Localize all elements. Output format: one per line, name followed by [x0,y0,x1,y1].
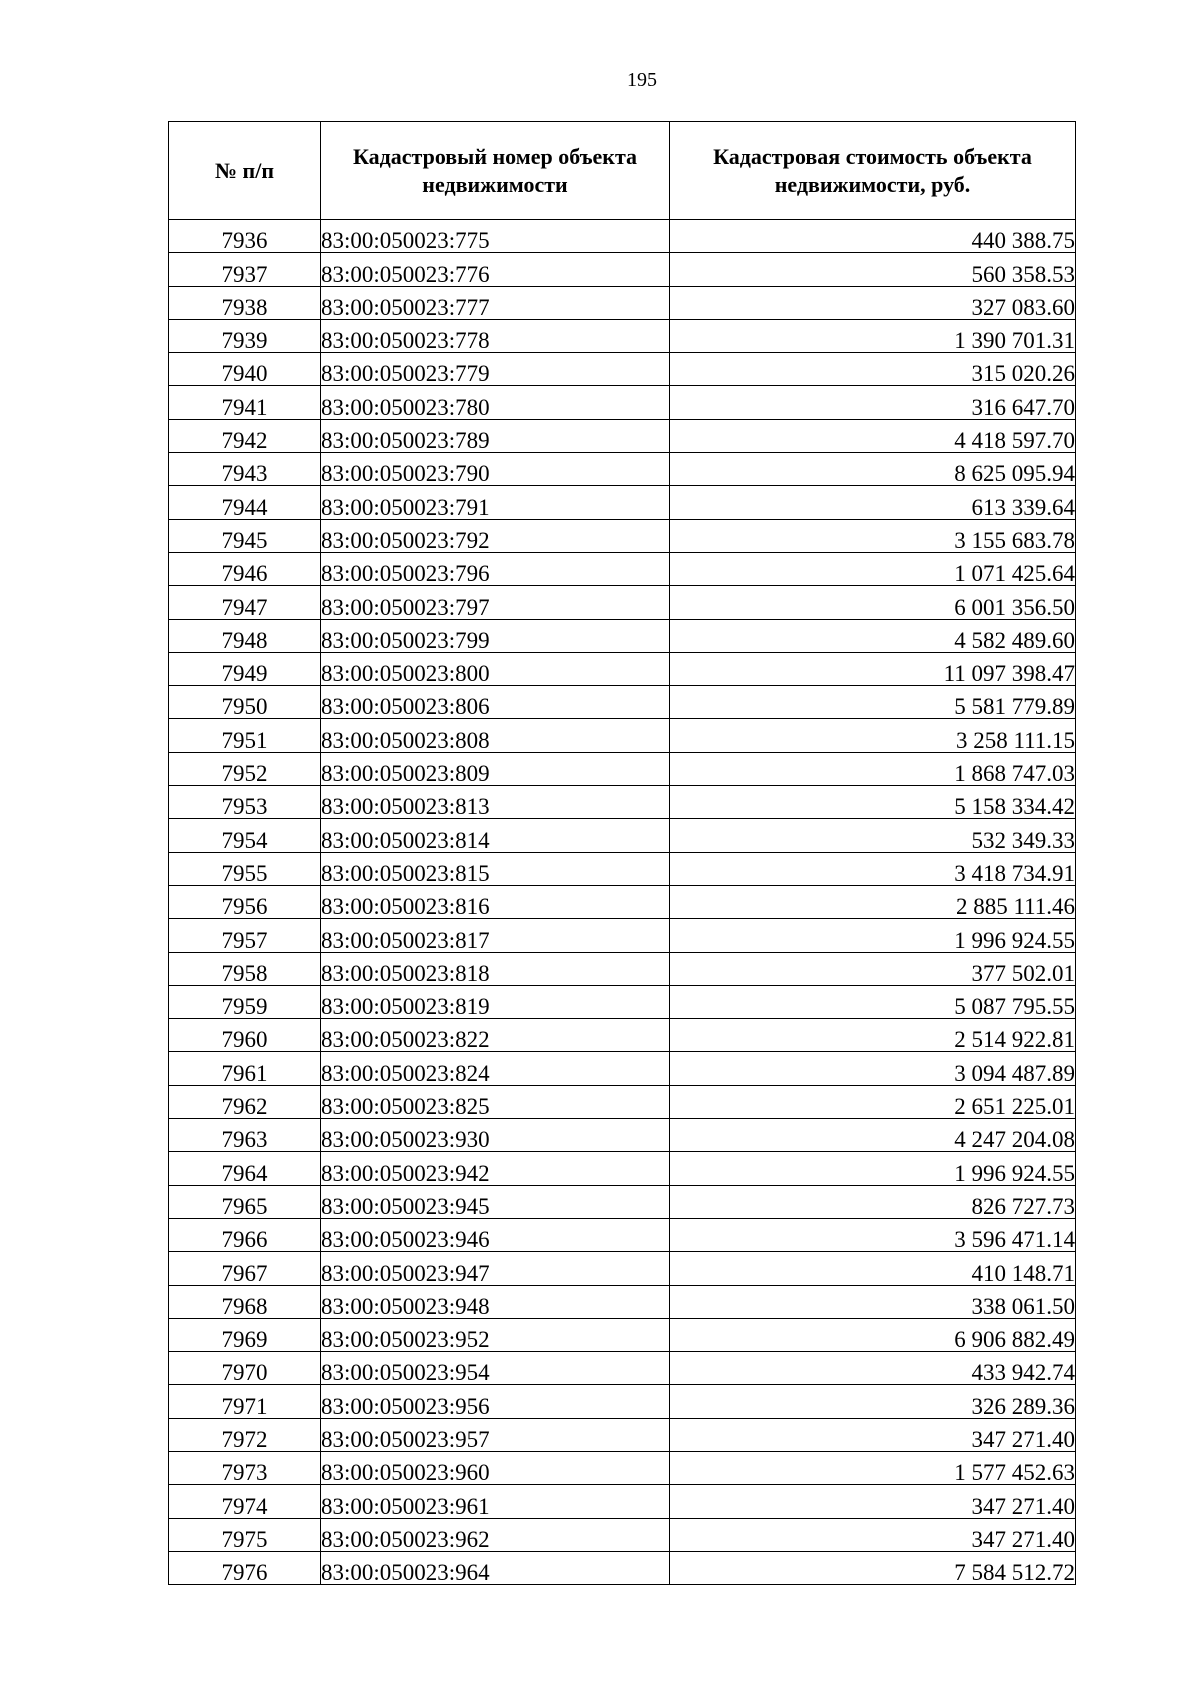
cadastral-value-cell: 3 258 111.15 [670,719,1076,752]
row-number: 7962 [169,1085,321,1118]
table-row [169,1285,1076,1318]
cadastral-number-cell: 83:00:050023:780 [321,386,670,419]
cadastral-number-cell: 83:00:050023:800 [321,652,670,685]
cadastral-number-cell: 83:00:050023:817 [321,919,670,952]
cadastral-value-cell: 8 625 095.94 [670,453,1076,486]
table-row [169,419,1076,452]
row-number: 7951 [169,719,321,752]
cadastral-number-cell: 83:00:050023:957 [321,1418,670,1451]
row-number: 7961 [169,1052,321,1085]
table-row [169,1551,1076,1584]
table-row [169,1119,1076,1152]
cadastral-value-cell: 5 158 334.42 [670,786,1076,819]
table-row [169,1385,1076,1418]
table-row [169,253,1076,286]
table-row [169,1518,1076,1551]
cadastral-number-cell: 83:00:050023:818 [321,952,670,985]
cadastral-value-cell: 2 885 111.46 [670,885,1076,918]
row-number: 7954 [169,819,321,852]
cadastral-value-cell: 1 577 452.63 [670,1451,1076,1484]
cadastral-number-cell: 83:00:050023:799 [321,619,670,652]
row-number: 7945 [169,519,321,552]
cadastral-number-cell: 83:00:050023:961 [321,1485,670,1518]
table-row [169,686,1076,719]
row-number: 7967 [169,1252,321,1285]
cadastral-number-cell: 83:00:050023:791 [321,486,670,519]
table-row [169,1252,1076,1285]
table-row [169,220,1076,253]
table-row [169,1085,1076,1118]
cadastral-value-cell: 338 061.50 [670,1285,1076,1318]
row-number: 7940 [169,353,321,386]
cadastral-value-cell: 326 289.36 [670,1385,1076,1418]
table-row [169,919,1076,952]
table-row [169,985,1076,1018]
cadastral-value-cell: 3 418 734.91 [670,852,1076,885]
cadastral-value-table [168,121,1076,1585]
cadastral-number-cell: 83:00:050023:962 [321,1518,670,1551]
cadastral-value-cell: 347 271.40 [670,1418,1076,1451]
row-number: 7946 [169,552,321,585]
cadastral-number-cell: 83:00:050023:825 [321,1085,670,1118]
table-row [169,353,1076,386]
row-number: 7965 [169,1185,321,1218]
cadastral-number-cell: 83:00:050023:964 [321,1551,670,1584]
cadastral-value-cell: 2 651 225.01 [670,1085,1076,1118]
cadastral-number-cell: 83:00:050023:816 [321,885,670,918]
cadastral-number-cell: 83:00:050023:777 [321,286,670,319]
row-number: 7970 [169,1352,321,1385]
row-number: 7972 [169,1418,321,1451]
cadastral-value-cell: 1 996 924.55 [670,1152,1076,1185]
cadastral-value-cell: 347 271.40 [670,1518,1076,1551]
row-number: 7944 [169,486,321,519]
table-row [169,1418,1076,1451]
table-row [169,1052,1076,1085]
row-number: 7949 [169,652,321,685]
row-number: 7947 [169,586,321,619]
table-row [169,319,1076,352]
row-number: 7974 [169,1485,321,1518]
row-number: 7941 [169,386,321,419]
row-number: 7976 [169,1551,321,1584]
row-number: 7948 [169,619,321,652]
row-number: 7955 [169,852,321,885]
header-row [169,122,1076,220]
cadastral-number-cell: 83:00:050023:930 [321,1119,670,1152]
table-row [169,952,1076,985]
cadastral-value-cell: 532 349.33 [670,819,1076,852]
table-row [169,1352,1076,1385]
row-number: 7936 [169,220,321,253]
table-row [169,852,1076,885]
cadastral-number-cell: 83:00:050023:814 [321,819,670,852]
row-number: 7943 [169,453,321,486]
cadastral-number-cell: 83:00:050023:942 [321,1152,670,1185]
table-row [169,1152,1076,1185]
table-header [169,122,1076,220]
cadastral-value-cell: 826 727.73 [670,1185,1076,1218]
page-number: 195 [627,69,657,91]
cadastral-number-cell: 83:00:050023:948 [321,1285,670,1318]
cadastral-number-cell: 83:00:050023:776 [321,253,670,286]
table-row [169,453,1076,486]
header-num: № п/п [169,122,321,220]
table-row [169,586,1076,619]
row-number: 7959 [169,985,321,1018]
cadastral-number-cell: 83:00:050023:822 [321,1019,670,1052]
table-row [169,619,1076,652]
cadastral-number-cell: 83:00:050023:797 [321,586,670,619]
cadastral-value-cell: 4 247 204.08 [670,1119,1076,1152]
table-row [169,286,1076,319]
row-number: 7975 [169,1518,321,1551]
table-row [169,1218,1076,1251]
table-row [169,786,1076,819]
table-row [169,652,1076,685]
row-number: 7966 [169,1218,321,1251]
cadastral-value-cell: 1 071 425.64 [670,552,1076,585]
table-row [169,885,1076,918]
table-row [169,386,1076,419]
cadastral-number-cell: 83:00:050023:789 [321,419,670,452]
cadastral-number-cell: 83:00:050023:806 [321,686,670,719]
row-number: 7957 [169,919,321,952]
cadastral-value-cell: 315 020.26 [670,353,1076,386]
row-number: 7968 [169,1285,321,1318]
row-number: 7939 [169,319,321,352]
cadastral-value-cell: 4 582 489.60 [670,619,1076,652]
cadastral-value-cell: 5 087 795.55 [670,985,1076,1018]
cadastral-number-cell: 83:00:050023:960 [321,1451,670,1484]
cadastral-value-cell: 6 906 882.49 [670,1318,1076,1351]
cadastral-value-cell: 410 148.71 [670,1252,1076,1285]
row-number: 7958 [169,952,321,985]
table-row [169,1485,1076,1518]
cadastral-number-cell: 83:00:050023:796 [321,552,670,585]
table-row [169,1451,1076,1484]
cadastral-value-cell: 1 996 924.55 [670,919,1076,952]
cadastral-value-cell: 316 647.70 [670,386,1076,419]
cadastral-value-cell: 560 358.53 [670,253,1076,286]
cadastral-number-cell: 83:00:050023:819 [321,985,670,1018]
cadastral-number-cell: 83:00:050023:779 [321,353,670,386]
table-body [169,220,1076,1585]
table-row [169,1185,1076,1218]
cadastral-value-cell: 377 502.01 [670,952,1076,985]
cadastral-number-cell: 83:00:050023:778 [321,319,670,352]
cadastral-number-cell: 83:00:050023:954 [321,1352,670,1385]
row-number: 7952 [169,752,321,785]
header-cadastral-number: Кадастровый номер объекта недвижимости [321,122,670,220]
cadastral-value-cell: 3 155 683.78 [670,519,1076,552]
cadastral-number-cell: 83:00:050023:792 [321,519,670,552]
cadastral-value-cell: 3 596 471.14 [670,1218,1076,1251]
cadastral-value-cell: 4 418 597.70 [670,419,1076,452]
row-number: 7956 [169,885,321,918]
cadastral-value-cell: 2 514 922.81 [670,1019,1076,1052]
row-number: 7937 [169,253,321,286]
cadastral-value-cell: 433 942.74 [670,1352,1076,1385]
row-number: 7942 [169,419,321,452]
row-number: 7953 [169,786,321,819]
cadastral-number-cell: 83:00:050023:945 [321,1185,670,1218]
cadastral-number-cell: 83:00:050023:808 [321,719,670,752]
cadastral-value-cell: 6 001 356.50 [670,586,1076,619]
table-row [169,719,1076,752]
cadastral-value-cell: 347 271.40 [670,1485,1076,1518]
cadastral-number-cell: 83:00:050023:790 [321,453,670,486]
cadastral-value-cell: 5 581 779.89 [670,686,1076,719]
table-row [169,552,1076,585]
cadastral-number-cell: 83:00:050023:952 [321,1318,670,1351]
cadastral-value-cell: 11 097 398.47 [670,652,1076,685]
cadastral-number-cell: 83:00:050023:947 [321,1252,670,1285]
cadastral-number-cell: 83:00:050023:946 [321,1218,670,1251]
cadastral-number-cell: 83:00:050023:775 [321,220,670,253]
cadastral-number-cell: 83:00:050023:815 [321,852,670,885]
row-number: 7963 [169,1119,321,1152]
table-row [169,752,1076,785]
row-number: 7971 [169,1385,321,1418]
cadastral-value-cell: 613 339.64 [670,486,1076,519]
row-number: 7950 [169,686,321,719]
table-row [169,1318,1076,1351]
cadastral-number-cell: 83:00:050023:824 [321,1052,670,1085]
table-row [169,819,1076,852]
row-number: 7938 [169,286,321,319]
table-row [169,1019,1076,1052]
table-row [169,519,1076,552]
cadastral-number-cell: 83:00:050023:813 [321,786,670,819]
row-number: 7964 [169,1152,321,1185]
header-cadastral-value: Кадастровая стоимость объекта недвижимости, руб. [670,122,1076,220]
cadastral-value-cell: 1 390 701.31 [670,319,1076,352]
row-number: 7969 [169,1318,321,1351]
cadastral-number-cell: 83:00:050023:956 [321,1385,670,1418]
cadastral-value-cell: 327 083.60 [670,286,1076,319]
cadastral-value-cell: 1 868 747.03 [670,752,1076,785]
row-number: 7973 [169,1451,321,1484]
cadastral-number-cell: 83:00:050023:809 [321,752,670,785]
cadastral-value-cell: 3 094 487.89 [670,1052,1076,1085]
cadastral-value-cell: 7 584 512.72 [670,1551,1076,1584]
table-row [169,486,1076,519]
cadastral-value-cell: 440 388.75 [670,220,1076,253]
row-number: 7960 [169,1019,321,1052]
